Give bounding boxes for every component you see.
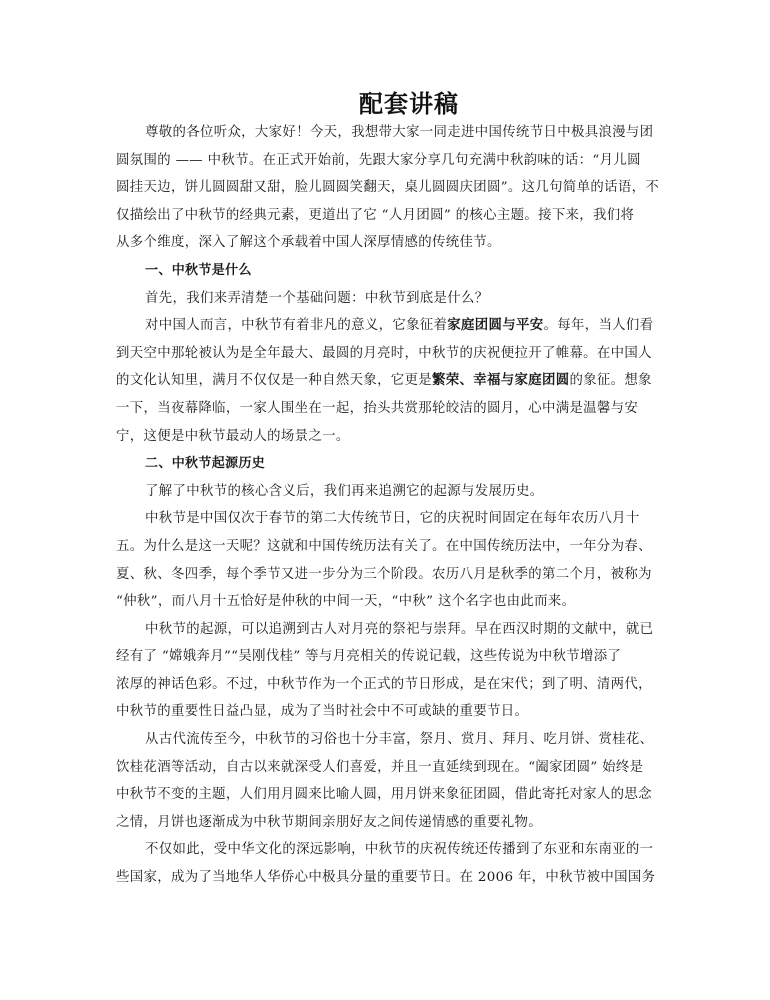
paragraph-line: 一下，当夜幕降临，一家人围坐在一起，抬头共赏那轮皎洁的圆月，心中满是温馨与安: [116, 400, 639, 416]
paragraph-line: 夏、秋、冬四季，每个季节又进一步分为三个阶段。农历八月是秋季的第二个月，被称为: [116, 566, 652, 582]
paragraph-text: 的文化认知里，满月不仅仅是一种自然天象，它更是: [116, 373, 433, 389]
paragraph-line: 圆氛围的 —— 中秋节。在正式开始前，先跟大家分享几句充满中秋韵味的话：“月儿圆: [116, 152, 641, 168]
paragraph-line: 不仅如此，受中华文化的深远影响，中秋节的庆祝传统还传播到了东亚和东南亚的一: [145, 842, 654, 858]
emphasis-text: 家庭团圆与平安: [447, 318, 544, 334]
paragraph-line: 了解了中秋节的核心含义后，我们再来追溯它的起源与发展历史。: [145, 483, 544, 499]
paragraph-line: 饮桂花酒等活动，自古以来就深受人们喜爱，并且一直延续到现在。“阖家团圆” 始终是: [116, 759, 644, 775]
page-title: 配套讲稿: [359, 90, 459, 118]
section-heading: 一、中秋节是什么: [145, 262, 252, 278]
paragraph-line: 圆挂天边，饼儿圆圆甜又甜，脸儿圆圆笑翻天，桌儿圆圆庆团圆”。这几句简单的话语，不: [116, 180, 660, 196]
paragraph-line: [116, 312, 656, 340]
paragraph-text: 的象征。想象: [569, 373, 652, 389]
paragraph-line: 些国家，成为了当地华人华侨心中极具分量的重要节日。在 2006 年，中秋节被中国国务: [116, 870, 656, 886]
paragraph-line: “仲秋”，而八月十五恰好是仲秋的中间一天，“中秋” 这个名字也由此而来。: [116, 594, 576, 610]
paragraph-line: 从多个维度，深入了解这个承载着中国人深厚情感的传统佳节。: [116, 235, 501, 251]
paragraph-line: 仅描绘出了中秋节的经典元素，更道出了它 “人月团圆” 的核心主题。接下来，我们将: [116, 207, 635, 223]
paragraph-line: 中秋节的重要性日益凸显，成为了当时社会中不可或缺的重要节日。: [116, 704, 529, 720]
paragraph-text: 。每年，当人们看: [543, 318, 654, 334]
paragraph-line: 首先，我们来弄清楚一个基础问题：中秋节到底是什么？: [145, 290, 489, 306]
paragraph-line: 尊敬的各位听众，大家好！今天，我想带大家一同走进中国传统节日中极具浪漫与团: [145, 125, 654, 140]
emphasis-text: 繁荣、幸福与家庭团圆: [432, 373, 570, 389]
paragraph-line: 到天空中那轮被认为是全年最大、最圆的月亮时，中秋节的庆祝便拉开了帷幕。在中国人: [116, 345, 652, 361]
paragraph-line: 中秋节的起源，可以追溯到古人对月亮的祭祀与崇拜。早在西汉时期的文献中，就已: [145, 621, 654, 637]
paragraph-line: 浓厚的神话色彩。不过，中秋节作为一个正式的节日形成，是在宋代；到了明、清两代，: [116, 676, 652, 692]
paragraph-line: [116, 367, 656, 395]
document-body: [116, 119, 660, 892]
paragraph-line: 经有了 “嫦娥奔月”“吴刚伐桂” 等与月亮相关的传说记载，这些传说为中秋节增添了: [116, 649, 622, 665]
paragraph-line: 从古代流传至今，中秋节的习俗也十分丰富，祭月、赏月、拜月、吃月饼、赏桂花、: [145, 732, 654, 748]
section-heading: 二、中秋节起源历史: [145, 456, 266, 472]
paragraph-line: 中秋节是中国仅次于春节的第二大传统节日，它的庆祝时间固定在每年农历八月十: [145, 511, 640, 527]
paragraph-line: 宁，这便是中秋节最动人的场景之一。: [116, 428, 350, 444]
paragraph-line: 中秋节不变的主题，人们用月圆来比喻人圆，用月饼来象征团圆，借此寄托对家人的思念: [116, 787, 652, 803]
paragraph-text: 对中国人而言，中秋节有着非凡的意义，它象征着: [145, 318, 448, 334]
paragraph-line: 五。为什么是这一天呢？这就和中国传统历法有关了。在中国传统历法中，一年分为春、: [116, 538, 652, 554]
paragraph-line: 之情，月饼也逐渐成为中秋节期间亲朋好友之间传递情感的重要礼物。: [116, 814, 542, 830]
